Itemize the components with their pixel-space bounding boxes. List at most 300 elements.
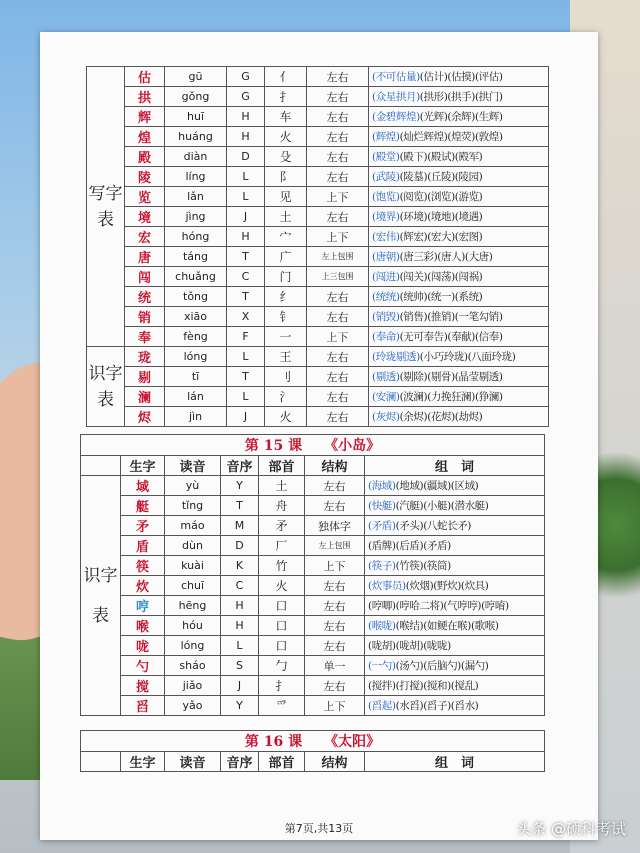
- structure-cell: 左右: [305, 496, 365, 516]
- words-cell: [365, 596, 545, 616]
- page-footer: 第7页,共13页: [284, 822, 354, 835]
- word: (疆域): [423, 480, 451, 492]
- table-row: [81, 476, 545, 496]
- word: (汽艇): [395, 500, 424, 512]
- word: (闯关): [399, 271, 428, 283]
- pinyin-cell: chuǎng: [165, 267, 227, 287]
- word: (饱览): [372, 191, 400, 203]
- char-cell: 珑: [125, 347, 165, 367]
- radical-cell: 亻: [265, 67, 307, 87]
- table-row: [81, 676, 545, 696]
- structure-cell: 上下: [307, 327, 369, 347]
- word: (拱形): [419, 91, 448, 103]
- word: (煌荧): [447, 131, 475, 143]
- table-row: [87, 387, 549, 407]
- radical-cell: 纟: [265, 287, 307, 307]
- words-cell: [369, 127, 549, 147]
- word: (安澜): [372, 391, 400, 403]
- words-cell: [365, 476, 545, 496]
- table-row: [87, 367, 549, 387]
- words-cell: [369, 327, 549, 347]
- word: (哼唷): [481, 600, 509, 612]
- header-index: 音序: [221, 752, 259, 772]
- table-row: [81, 656, 545, 676]
- word: (盾牌): [368, 540, 396, 552]
- table-row: [81, 496, 545, 516]
- index-cell: X: [227, 307, 265, 327]
- word: (金碧辉煌): [372, 111, 420, 123]
- index-cell: H: [221, 596, 259, 616]
- table-row: [87, 407, 549, 427]
- char-cell: 览: [125, 187, 165, 207]
- pinyin-cell: kuài: [165, 556, 221, 576]
- radical-cell: 火: [259, 576, 305, 596]
- header-radical: 部首: [259, 752, 305, 772]
- word: (区域): [450, 480, 479, 492]
- char-cell: 筷: [121, 556, 165, 576]
- table-row: [81, 516, 545, 536]
- radical-cell: 矛: [259, 516, 305, 536]
- word: (敦煌): [474, 131, 503, 143]
- words-cell: [365, 576, 545, 596]
- word: (奉献): [447, 331, 475, 343]
- word: (后盾): [395, 540, 424, 552]
- word: (灿烂辉煌): [399, 131, 448, 143]
- word: (搅乱): [450, 680, 479, 692]
- structure-cell: 左右: [305, 676, 365, 696]
- pinyin-cell: dùn: [165, 536, 221, 556]
- structure-cell: 上下: [305, 556, 365, 576]
- structure-cell: 左右: [307, 147, 369, 167]
- pinyin-cell: xiāo: [165, 307, 227, 327]
- index-cell: D: [227, 147, 265, 167]
- structure-cell: 左右: [305, 616, 365, 636]
- words-cell: [369, 67, 549, 87]
- words-cell: [369, 167, 549, 187]
- word: (炊具): [460, 580, 489, 592]
- word: (推销): [427, 311, 455, 323]
- radical-cell: 土: [265, 207, 307, 227]
- index-cell: L: [227, 387, 265, 407]
- pinyin-cell: lǎn: [165, 187, 227, 207]
- structure-cell: 左右: [307, 87, 369, 107]
- word: (环境): [399, 211, 428, 223]
- word: (评估): [474, 71, 503, 83]
- word: (小艇): [423, 500, 451, 512]
- radical-cell: 厂: [259, 536, 305, 556]
- table-row: [87, 267, 549, 287]
- radical-cell: 广: [265, 247, 307, 267]
- word: (矛盾): [368, 520, 396, 532]
- index-cell: M: [221, 516, 259, 536]
- word: (筷筒): [423, 560, 451, 572]
- char-cell: 辉: [125, 107, 165, 127]
- pinyin-cell: lóng: [165, 347, 227, 367]
- index-cell: H: [227, 127, 265, 147]
- word: (无可奉告): [399, 331, 448, 343]
- word: (八面玲珑): [467, 351, 516, 363]
- radical-cell: 宀: [265, 227, 307, 247]
- header-char: 生字: [121, 456, 165, 476]
- word: (花烬): [427, 411, 455, 423]
- char-cell: 估: [125, 67, 165, 87]
- char-cell: 哼: [121, 596, 165, 616]
- index-cell: T: [227, 287, 265, 307]
- words-cell: [369, 107, 549, 127]
- pinyin-cell: yǎo: [165, 696, 221, 716]
- structure-cell: 上下: [307, 227, 369, 247]
- pinyin-cell: fèng: [165, 327, 227, 347]
- radical-cell: 殳: [265, 147, 307, 167]
- word: (舀子): [423, 700, 451, 712]
- pinyin-cell: tī: [165, 367, 227, 387]
- words-cell: [369, 87, 549, 107]
- words-cell: [369, 387, 549, 407]
- word: (气哼哼): [443, 600, 482, 612]
- word: (水舀): [395, 700, 424, 712]
- word: (拱手): [447, 91, 475, 103]
- words-cell: [365, 636, 545, 656]
- words-cell: [365, 516, 545, 536]
- char-cell: 闯: [125, 267, 165, 287]
- table-row: [87, 107, 549, 127]
- index-cell: C: [227, 267, 265, 287]
- structure-cell: 左右: [307, 347, 369, 367]
- index-cell: J: [227, 207, 265, 227]
- table-row: [81, 636, 545, 656]
- word: (殿军): [454, 151, 483, 163]
- index-cell: Y: [221, 476, 259, 496]
- side-label: 识字表: [87, 347, 125, 427]
- word: (矛头): [395, 520, 424, 532]
- word: (陵园): [454, 171, 483, 183]
- words-cell: [369, 267, 549, 287]
- word: (野炊): [433, 580, 461, 592]
- header-structure: 结构: [305, 456, 365, 476]
- structure-cell: 左上包围: [307, 247, 369, 267]
- worksheet-page: [40, 32, 598, 840]
- radical-cell: 扌: [265, 87, 307, 107]
- word: (汤勺): [395, 660, 424, 672]
- table-row: [87, 227, 549, 247]
- word: (搅拌): [368, 680, 396, 692]
- word: (境地): [427, 211, 455, 223]
- header-char: 生字: [121, 752, 165, 772]
- word: (潜水艇): [450, 500, 489, 512]
- char-cell: 宏: [125, 227, 165, 247]
- structure-cell: 左右: [307, 287, 369, 307]
- word: (宏伟): [372, 231, 400, 243]
- words-cell: [365, 616, 545, 636]
- table-row: [81, 556, 545, 576]
- word: (统一): [427, 291, 455, 303]
- header-blank: [81, 456, 121, 476]
- structure-cell: 上下: [307, 187, 369, 207]
- table-row: [87, 327, 549, 347]
- word: (辉宏): [399, 231, 428, 243]
- word: (咙胡): [395, 640, 424, 652]
- word: (奉命): [372, 331, 400, 343]
- word: (哼哈二将): [395, 600, 444, 612]
- watermark: 头条 @硕科考试: [516, 820, 626, 838]
- index-cell: D: [221, 536, 259, 556]
- char-cell: 剔: [125, 367, 165, 387]
- char-cell: 矛: [121, 516, 165, 536]
- radical-cell: 火: [265, 407, 307, 427]
- header-words: 组 词: [365, 456, 545, 476]
- word: (大唐): [464, 251, 493, 263]
- pinyin-cell: chuī: [165, 576, 221, 596]
- word: (波澜): [399, 391, 428, 403]
- radical-cell: 爫: [259, 696, 305, 716]
- char-cell: 搅: [121, 676, 165, 696]
- pinyin-cell: diàn: [165, 147, 227, 167]
- table-row: [87, 287, 549, 307]
- pinyin-cell: lóng: [165, 636, 221, 656]
- words-cell: [365, 696, 545, 716]
- words-cell: [369, 227, 549, 247]
- side-label: 写字表: [87, 67, 125, 347]
- word: (信奉): [474, 331, 503, 343]
- pinyin-cell: táng: [165, 247, 227, 267]
- word: (剔骨): [427, 371, 455, 383]
- table-row: [81, 596, 545, 616]
- char-cell: 勺: [121, 656, 165, 676]
- radical-cell: 扌: [259, 676, 305, 696]
- index-cell: Y: [221, 696, 259, 716]
- index-cell: L: [227, 347, 265, 367]
- index-cell: G: [227, 67, 265, 87]
- index-cell: F: [227, 327, 265, 347]
- word: (一勺): [368, 660, 396, 672]
- pinyin-cell: jìn: [165, 407, 227, 427]
- word: (搅和): [423, 680, 451, 692]
- words-cell: [365, 556, 545, 576]
- table-row: [87, 187, 549, 207]
- char-cell: 唐: [125, 247, 165, 267]
- word: (后脑勺): [423, 660, 461, 672]
- radical-cell: 舟: [259, 496, 305, 516]
- words-cell: [369, 187, 549, 207]
- word: (境遇): [454, 211, 483, 223]
- table-row: [81, 536, 545, 556]
- word: (舀起): [368, 700, 396, 712]
- word: (闯荡): [427, 271, 455, 283]
- word: (海域): [368, 480, 396, 492]
- word: (劫烬): [454, 411, 483, 423]
- word: (矛盾): [423, 540, 451, 552]
- header-structure: 结构: [305, 752, 365, 772]
- word: (玲珑剔透): [372, 351, 420, 363]
- table-row: [87, 207, 549, 227]
- radical-cell: 刂: [265, 367, 307, 387]
- radical-cell: 土: [259, 476, 305, 496]
- word: (殿试): [427, 151, 455, 163]
- word: (剔除): [399, 371, 428, 383]
- word: (众星拱月): [372, 91, 420, 103]
- pinyin-cell: sháo: [165, 656, 221, 676]
- structure-cell: 左上包围: [305, 536, 365, 556]
- structure-cell: 左右: [305, 576, 365, 596]
- pinyin-cell: huī: [165, 107, 227, 127]
- lesson16-title: 第 16 课 《太阳》: [81, 731, 545, 752]
- words-cell: [369, 367, 549, 387]
- index-cell: T: [221, 496, 259, 516]
- word: (打搅): [395, 680, 424, 692]
- words-cell: [369, 147, 549, 167]
- word: (闯祸): [454, 271, 483, 283]
- index-cell: L: [221, 636, 259, 656]
- table-row: [87, 167, 549, 187]
- word: (估摸): [447, 71, 475, 83]
- words-cell: [365, 676, 545, 696]
- word: (殿堂): [372, 151, 400, 163]
- structure-cell: 左右: [307, 387, 369, 407]
- word: (一笔勾销): [454, 311, 503, 323]
- word: (唐三彩): [399, 251, 438, 263]
- index-cell: H: [227, 227, 265, 247]
- word: (地域): [395, 480, 424, 492]
- pinyin-cell: máo: [165, 516, 221, 536]
- header-pinyin: 读音: [165, 456, 221, 476]
- word: (殿下): [399, 151, 428, 163]
- char-cell: 澜: [125, 387, 165, 407]
- pinyin-cell: gū: [165, 67, 227, 87]
- structure-cell: 左右: [307, 107, 369, 127]
- char-cell: 域: [121, 476, 165, 496]
- index-cell: H: [227, 107, 265, 127]
- structure-cell: 独体字: [305, 516, 365, 536]
- word: (余烬): [399, 411, 428, 423]
- pinyin-cell: lán: [165, 387, 227, 407]
- lesson15-table: [80, 434, 545, 716]
- word: (小巧玲珑): [419, 351, 468, 363]
- radical-cell: 门: [265, 267, 307, 287]
- radical-cell: 口: [259, 636, 305, 656]
- char-cell: 奉: [125, 327, 165, 347]
- structure-cell: 左右: [305, 636, 365, 656]
- table-row: [81, 576, 545, 596]
- table-row: [81, 616, 545, 636]
- radical-cell: 见: [265, 187, 307, 207]
- table-row: [87, 247, 549, 267]
- index-cell: S: [221, 656, 259, 676]
- word: (生辉): [474, 111, 503, 123]
- word: (武陵): [372, 171, 400, 183]
- char-cell: 煌: [125, 127, 165, 147]
- word: (喉结): [395, 620, 424, 632]
- word: (快艇): [368, 500, 396, 512]
- index-cell: J: [221, 676, 259, 696]
- word: (光辉): [419, 111, 448, 123]
- structure-cell: 左右: [307, 407, 369, 427]
- word: (喉咙): [368, 620, 396, 632]
- radical-cell: 车: [265, 107, 307, 127]
- index-cell: G: [227, 87, 265, 107]
- index-cell: T: [227, 367, 265, 387]
- word: (八蛇长矛): [423, 520, 471, 532]
- word: (辉煌): [372, 131, 400, 143]
- word: (宏大): [427, 231, 455, 243]
- radical-cell: 火: [265, 127, 307, 147]
- radical-cell: 口: [259, 596, 305, 616]
- word: (估计): [419, 71, 448, 83]
- table-row: [87, 127, 549, 147]
- word: (咙咙): [423, 640, 451, 652]
- header-blank: [81, 752, 121, 772]
- word: (闯进): [372, 271, 400, 283]
- structure-cell: 上三包围: [307, 267, 369, 287]
- char-cell: 销: [125, 307, 165, 327]
- words-cell: [369, 307, 549, 327]
- pinyin-cell: líng: [165, 167, 227, 187]
- word: (销售): [399, 311, 428, 323]
- header-index: 音序: [221, 456, 259, 476]
- index-cell: K: [221, 556, 259, 576]
- pinyin-cell: hēng: [165, 596, 221, 616]
- header-pinyin: 读音: [165, 752, 221, 772]
- pinyin-cell: yù: [165, 476, 221, 496]
- structure-cell: 左右: [305, 476, 365, 496]
- lesson16-table: [80, 730, 545, 772]
- header-radical: 部首: [259, 456, 305, 476]
- table-row: [87, 87, 549, 107]
- char-cell: 盾: [121, 536, 165, 556]
- char-cell: 咙: [121, 636, 165, 656]
- pinyin-cell: jìng: [165, 207, 227, 227]
- pinyin-cell: huáng: [165, 127, 227, 147]
- word: (唐人): [437, 251, 465, 263]
- char-cell: 喉: [121, 616, 165, 636]
- table-row: [87, 347, 549, 367]
- index-cell: C: [221, 576, 259, 596]
- radical-cell: 王: [265, 347, 307, 367]
- word: (陵墓): [399, 171, 428, 183]
- radical-cell: 一: [265, 327, 307, 347]
- index-cell: T: [227, 247, 265, 267]
- char-cell: 殿: [125, 147, 165, 167]
- word: (阅览): [399, 191, 428, 203]
- structure-cell: 左右: [305, 596, 365, 616]
- words-cell: [369, 287, 549, 307]
- word: (哼唧): [368, 600, 396, 612]
- word: (浏览): [427, 191, 455, 203]
- word: (歌喉): [470, 620, 499, 632]
- structure-cell: 单一: [305, 656, 365, 676]
- index-cell: L: [227, 167, 265, 187]
- words-cell: [369, 407, 549, 427]
- char-cell: 境: [125, 207, 165, 227]
- index-cell: J: [227, 407, 265, 427]
- structure-cell: 左右: [307, 307, 369, 327]
- word: (游览): [454, 191, 483, 203]
- table-row: [87, 307, 549, 327]
- word: (晶莹剔透): [454, 371, 503, 383]
- structure-cell: 左右: [307, 207, 369, 227]
- table-row: [87, 67, 549, 87]
- word: (炊事员): [368, 580, 406, 592]
- word: (余辉): [447, 111, 475, 123]
- index-cell: L: [227, 187, 265, 207]
- words-cell: [365, 496, 545, 516]
- table-row: [81, 696, 545, 716]
- writing-table: [86, 66, 549, 427]
- word: (力挽狂澜): [427, 391, 475, 403]
- side-label: 识字表: [81, 476, 121, 716]
- structure-cell: 左右: [307, 367, 369, 387]
- word: (灰烬): [372, 411, 400, 423]
- words-cell: [365, 656, 545, 676]
